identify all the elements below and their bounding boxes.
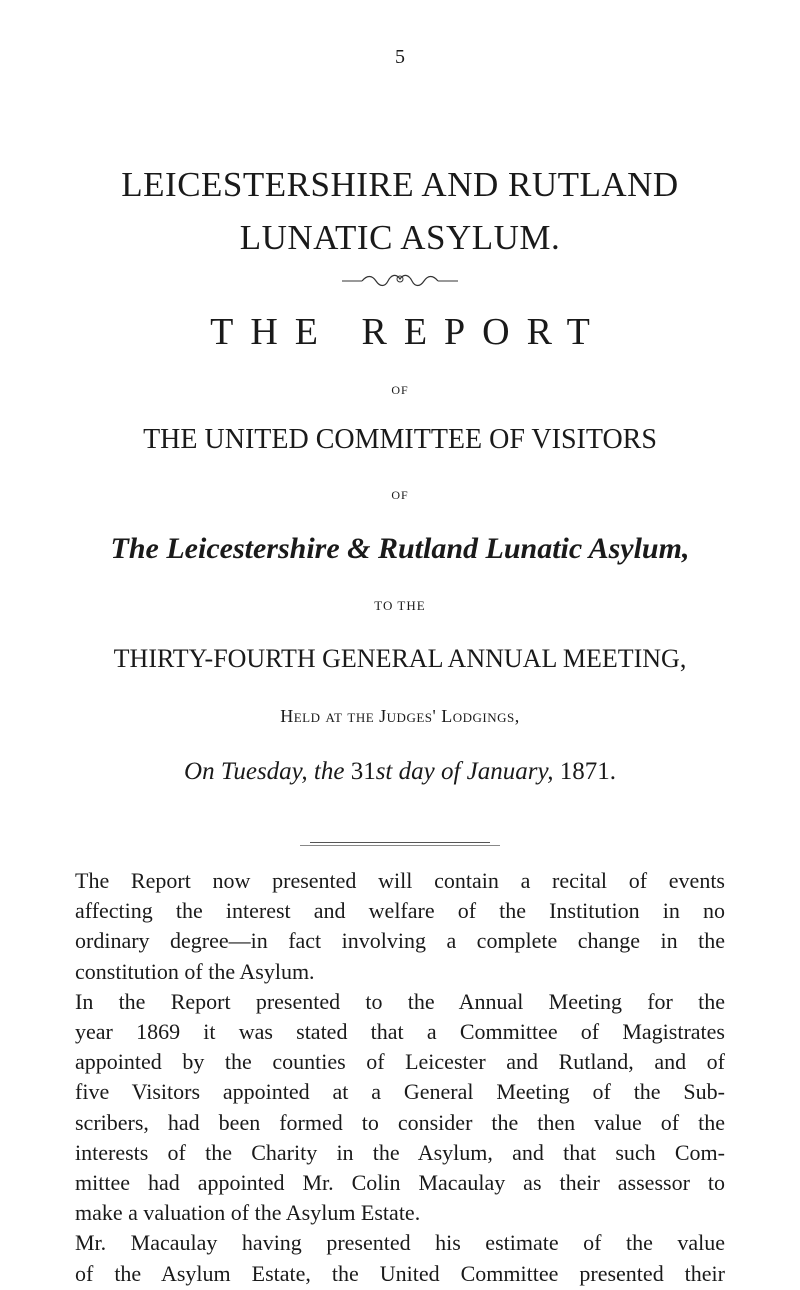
date-year: 1871.	[559, 758, 616, 785]
body-line: constitution of the Asylum.	[75, 958, 315, 984]
body-line: scribers, had been formed to consider the then value of the	[75, 1109, 725, 1135]
held-at-line: Held at the Judges' Lodgings,	[280, 706, 520, 726]
divider-rule	[300, 845, 500, 846]
body-line: Mr. Macaulay having presented his estimate of the value	[75, 1230, 725, 1256]
report-heading: THE REPORT	[210, 311, 607, 353]
title-line-2: LUNATIC ASYLUM.	[239, 218, 561, 257]
blackletter-asylum-name: The Leicestershire & Rutland Lunatic Asylum,	[110, 532, 690, 565]
body-line: The Report now presented will contain a recital of events	[75, 868, 725, 893]
body-line: of the Asylum Estate, the United Committee presented their	[75, 1260, 725, 1286]
of-label: OF	[391, 488, 409, 502]
date-prefix: On Tuesday, the	[184, 758, 351, 785]
body-line: interests of the Charity in the Asylum, and that such Com-	[75, 1139, 725, 1165]
body-line: affecting the interest and welfare of the Institution in no	[75, 898, 725, 924]
ornament-divider	[340, 272, 460, 288]
body-line: appointed by the counties of Leicester and Rutland, and of	[75, 1049, 725, 1075]
to-the-label: TO THE	[374, 598, 426, 613]
page-number: 5	[395, 46, 405, 68]
body-line: five Visitors appointed at a General Meeting of the Sub-	[75, 1079, 725, 1105]
date-line	[0, 758, 800, 786]
body-line: make a valuation of the Asylum Estate.	[75, 1200, 421, 1226]
body-line: ordinary degree—in fact involving a complete change in the	[75, 928, 725, 954]
date-suffix: st day of January,	[375, 758, 560, 785]
body-line: mittee had appointed Mr. Colin Macaulay as their assessor to	[75, 1170, 725, 1196]
title-line-1: LEICESTERSHIRE AND RUTLAND	[121, 165, 679, 204]
body-line: In the Report presented to the Annual Meeting for the	[75, 988, 725, 1014]
body-line: year 1869 it was stated that a Committee of Magistrates	[75, 1019, 725, 1045]
date-day: 31	[350, 758, 376, 785]
report-body	[75, 866, 725, 1289]
committee-heading: THE UNITED COMMITTEE OF VISITORS	[143, 424, 657, 455]
meeting-heading: THIRTY-FOURTH GENERAL ANNUAL MEETING,	[113, 644, 687, 673]
divider-rule	[310, 842, 490, 843]
of-label: OF	[391, 383, 409, 397]
